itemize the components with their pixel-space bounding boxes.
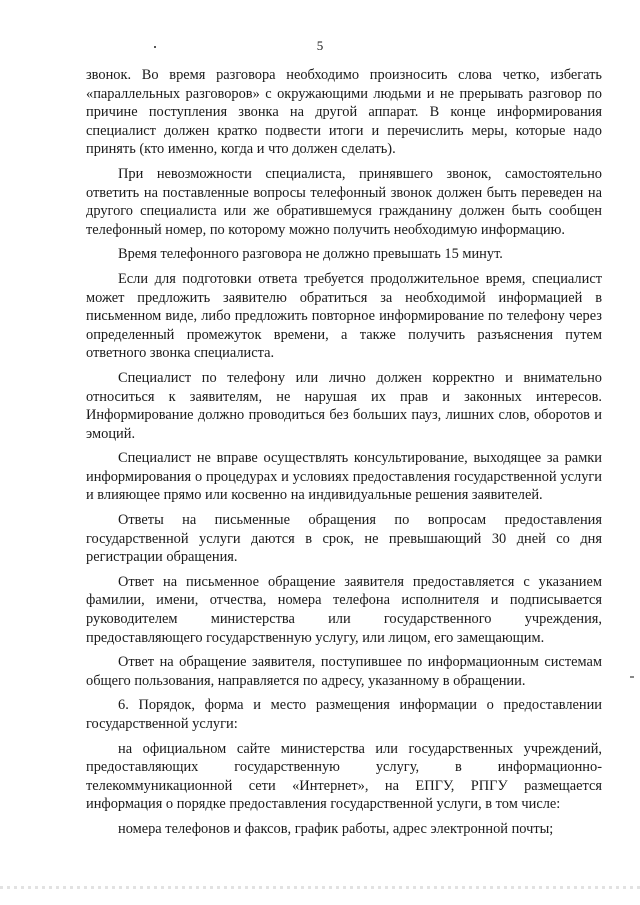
paragraph-response-deadline: Ответы на письменные обращения по вопросам предоставления государственной услуги даются в срок, не превышающий 30 дней со дня регистрации обращения. [86, 512, 602, 566]
section-6-heading: 6. Порядок, форма и место размещения информации о предоставлении государственной услуги: [86, 697, 602, 732]
paragraph-call-transfer: При невозможности специалиста, принявшего звонок, самостоятельно ответить на поставленные вопросы телефонный звонок должен быть переведен на другого специалиста или же обратившемуся гражданину должен быть сообщен телефонный номер, по которому можно получить необходимую информацию. [86, 165, 602, 238]
scan-speck [154, 46, 156, 48]
paragraph-response-signature: Ответ на письменное обращение заявителя предоставляется с указанием фамилии, имени, отчества, номера телефона исполнителя и подписывается руководителем министерства или государственного учреждения, предоставляющего государственную услугу, или лицом, его замещающим. [86, 573, 602, 646]
page-number: 5 [316, 38, 324, 53]
scan-artifact-line [0, 886, 640, 889]
document-body [86, 66, 602, 845]
paragraph-call-continuation: звонок. Во время разговора необходимо произносить слова четко, избегать «параллельных разговоров» с окружающими людьми и не прерывать разговор по причине поступления звонка на другой аппарат. В конце информирования специалист должен кратко подвести итоги и перечислить меры, которые надо принять (кто именно, когда и что должен сделать). [86, 67, 602, 158]
margin-mark [630, 676, 634, 678]
paragraph-website-info: на официальном сайте министерства или государственных учреждений, предоставляющих государственную услугу, в информационно-телекоммуникационной сети «Интернет», на ЕПГУ, РПГУ размещается информация о порядке предоставления государственной услуги, в том числе: [86, 740, 602, 813]
paragraph-contacts: номера телефонов и факсов, график работы, адрес электронной почты; [118, 820, 554, 837]
paragraph-call-duration: Время телефонного разговора не должно превышать 15 минут. [118, 246, 503, 263]
paragraph-written-request: Если для подготовки ответа требуется продолжительное время, специалист может предложить заявителю обратиться за необходимой информацией в письменном виде, либо предложить повторное информирование по телефону через определенный промежуток времени, а также получить разъяснения путем ответного звонка специалиста. [86, 270, 602, 362]
paragraph-conduct: Специалист по телефону или лично должен корректно и внимательно относиться к заявителям, не нарушая их прав и законных интересов. Информирование должно проводиться без больших пауз, лишних слов, оборотов и эмоций. [86, 369, 602, 442]
paragraph-consulting-limits: Специалист не вправе осуществлять консультирование, выходящее за рамки информирования о процедурах и условиях предоставления государственной услуги и влияющее прямо или косвенно на индивидуальные решения заявителей. [86, 450, 602, 504]
paragraph-electronic-response: Ответ на обращение заявителя, поступившее по информационным системам общего пользования, направляется по адресу, указанному в обращении. [86, 654, 602, 689]
